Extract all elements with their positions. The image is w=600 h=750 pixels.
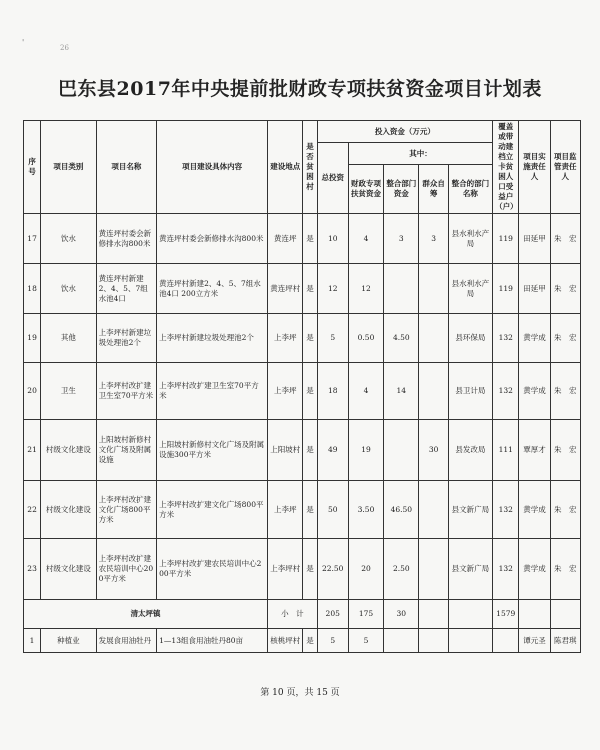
cell-poor: 是	[303, 214, 317, 264]
cell-super: 朱 宏	[550, 264, 580, 314]
subtotal-label: 小 计	[268, 600, 317, 629]
cell-impl: 黄学成	[519, 481, 550, 539]
cell-seq: 21	[24, 420, 41, 481]
cell-fiscal: 20	[348, 539, 383, 600]
cell-total: 5	[317, 629, 348, 653]
subtotal-integrated: 30	[384, 600, 419, 629]
document-title: 巴东县2017年中央提前批财政专项扶贫资金项目计划表	[58, 78, 542, 100]
header-investment: 投入资金（万元）	[317, 121, 493, 143]
cell-households: 132	[493, 314, 519, 363]
subtotal-super	[550, 600, 580, 629]
cell-households: 132	[493, 481, 519, 539]
scan-mark: '	[22, 38, 25, 47]
header-integrated: 整合部门资金	[384, 165, 419, 214]
cell-super: 朱 宏	[550, 539, 580, 600]
cell-integrated: 14	[384, 363, 419, 420]
cell-households: 119	[493, 264, 519, 314]
table-row	[24, 214, 581, 264]
cell-name: 上李坪村改扩建农民培训中心200平方米	[96, 539, 157, 600]
subtotal-total: 205	[317, 600, 348, 629]
cell-seq: 19	[24, 314, 41, 363]
cell-dept: 县卫计局	[448, 363, 492, 420]
cell-fiscal: 0.50	[348, 314, 383, 363]
cell-self	[419, 481, 448, 539]
header-of-which: 其中：	[348, 143, 492, 165]
cell-integrated	[384, 629, 419, 653]
cell-dept: 县发改局	[448, 420, 492, 481]
cell-integrated	[384, 264, 419, 314]
cell-households	[493, 629, 519, 653]
plan-table	[23, 120, 581, 653]
cell-poor: 是	[303, 629, 317, 653]
cell-type: 其他	[41, 314, 96, 363]
cell-self	[419, 539, 448, 600]
cell-fiscal: 4	[348, 214, 383, 264]
cell-poor: 是	[303, 420, 317, 481]
table-row	[24, 539, 581, 600]
cell-dept: 县文新广局	[448, 481, 492, 539]
cell-seq: 17	[24, 214, 41, 264]
cell-poor: 是	[303, 539, 317, 600]
cell-name: 上李坪村新建垃圾处理池2个	[96, 314, 157, 363]
cell-location: 上李坪	[268, 363, 303, 420]
cell-integrated: 3	[384, 214, 419, 264]
cell-poor: 是	[303, 481, 317, 539]
cell-super: 朱 宏	[550, 214, 580, 264]
cell-super: 朱 宏	[550, 363, 580, 420]
cell-total: 12	[317, 264, 348, 314]
subtotal-row	[24, 600, 581, 629]
cell-self	[419, 363, 448, 420]
cell-fiscal: 19	[348, 420, 383, 481]
header-location: 建设地点	[268, 121, 303, 214]
header-name: 项目名称	[96, 121, 157, 214]
header-dept-name: 整合的部门名称	[448, 165, 492, 214]
cell-households: 119	[493, 214, 519, 264]
cell-content: 上阳坡村新修村文化广场及附属设施300平方米	[157, 420, 268, 481]
cell-seq: 20	[24, 363, 41, 420]
cell-impl: 田延甲	[519, 214, 550, 264]
cell-fiscal: 3.50	[348, 481, 383, 539]
cell-integrated: 2.50	[384, 539, 419, 600]
cell-type: 饮水	[41, 264, 96, 314]
subtotal-fiscal: 175	[348, 600, 383, 629]
cell-content: 上李坪村改扩建卫生室70平方米	[157, 363, 268, 420]
header-row-1	[24, 121, 581, 143]
subtotal-dept	[448, 600, 492, 629]
cell-location: 黄连坪	[268, 214, 303, 264]
cell-self	[419, 264, 448, 314]
header-super-person: 项目监管责任人	[550, 121, 580, 214]
cell-dept: 县水利水产局	[448, 264, 492, 314]
cell-poor: 是	[303, 363, 317, 420]
cell-name: 上李坪村改扩建文化广场800平方米	[96, 481, 157, 539]
cell-households: 132	[493, 539, 519, 600]
table-row	[24, 264, 581, 314]
cell-content: 上李坪村改扩建农民培训中心200平方米	[157, 539, 268, 600]
cell-fiscal: 4	[348, 363, 383, 420]
cell-content: 黄连坪村新建2、4、5、7组水池4口 200立方米	[157, 264, 268, 314]
header-total: 总投资	[317, 143, 348, 214]
cell-content: 黄连坪村委会新修排水沟800米	[157, 214, 268, 264]
header-content: 项目建设具体内容	[157, 121, 268, 214]
header-poor-village: 是否贫困村	[303, 121, 317, 214]
cell-location: 黄连坪村	[268, 264, 303, 314]
scan-mark-number: 26	[60, 44, 69, 52]
cell-dept: 县文新广局	[448, 539, 492, 600]
cell-type: 种植业	[41, 629, 96, 653]
subtotal-self	[419, 600, 448, 629]
subtotal-town: 清太坪镇	[24, 600, 268, 629]
cell-households: 132	[493, 363, 519, 420]
cell-total: 5	[317, 314, 348, 363]
cell-total: 22.50	[317, 539, 348, 600]
cell-super: 陈君琪	[550, 629, 580, 653]
subtotal-impl	[519, 600, 550, 629]
cell-total: 49	[317, 420, 348, 481]
cell-dept: 县水利水产局	[448, 214, 492, 264]
plan-table-container	[23, 120, 581, 653]
cell-super: 朱 宏	[550, 314, 580, 363]
header-fiscal: 财政专项扶贫资金	[348, 165, 383, 214]
cell-super: 朱 宏	[550, 420, 580, 481]
cell-self	[419, 314, 448, 363]
subtotal-households: 1579	[493, 600, 519, 629]
cell-dept	[448, 629, 492, 653]
header-self-raised: 群众自筹	[419, 165, 448, 214]
cell-seq: 1	[24, 629, 41, 653]
cell-self: 30	[419, 420, 448, 481]
header-households: 覆盖或带动建档立卡贫困人口受益户（户）	[493, 121, 519, 214]
cell-seq: 18	[24, 264, 41, 314]
cell-fiscal: 5	[348, 629, 383, 653]
cell-type: 村级文化建设	[41, 539, 96, 600]
cell-name: 上阳坡村新修村文化广场及附属设施	[96, 420, 157, 481]
cell-super: 朱 宏	[550, 481, 580, 539]
table-row	[24, 420, 581, 481]
cell-location: 上李坪	[268, 481, 303, 539]
cell-type: 村级文化建设	[41, 420, 96, 481]
cell-name: 发展食用油牡丹	[96, 629, 157, 653]
cell-poor: 是	[303, 314, 317, 363]
cell-integrated	[384, 420, 419, 481]
cell-self: 3	[419, 214, 448, 264]
cell-location: 上李坪村	[268, 539, 303, 600]
cell-integrated: 46.50	[384, 481, 419, 539]
cell-self	[419, 629, 448, 653]
cell-type: 村级文化建设	[41, 481, 96, 539]
cell-location: 上阳坡村	[268, 420, 303, 481]
cell-total: 50	[317, 481, 348, 539]
cell-impl: 黄学成	[519, 539, 550, 600]
cell-impl: 谭元圣	[519, 629, 550, 653]
cell-name: 黄连坪村委会新修排水沟800米	[96, 214, 157, 264]
cell-name: 黄连坪村新建2、4、5、7组水池4口	[96, 264, 157, 314]
cell-dept: 县环保局	[448, 314, 492, 363]
cell-impl: 黄学成	[519, 363, 550, 420]
cell-content: 上李坪村新建垃圾处理池2个	[157, 314, 268, 363]
header-impl-person: 项目实施责任人	[519, 121, 550, 214]
cell-impl: 黄学成	[519, 314, 550, 363]
table-row	[24, 314, 581, 363]
cell-total: 10	[317, 214, 348, 264]
cell-households: 111	[493, 420, 519, 481]
cell-poor: 是	[303, 264, 317, 314]
table-row	[24, 629, 581, 653]
cell-name: 上李坪村改扩建卫生室70平方米	[96, 363, 157, 420]
page-footer: 第 10 页，共 15 页	[260, 688, 340, 698]
header-type: 项目类别	[41, 121, 96, 214]
cell-impl: 田延甲	[519, 264, 550, 314]
cell-content: 上李坪村改扩建文化广场800平方米	[157, 481, 268, 539]
cell-content: 1—13组食用油牡丹80亩	[157, 629, 268, 653]
cell-type: 饮水	[41, 214, 96, 264]
cell-location: 上李坪	[268, 314, 303, 363]
table-row	[24, 363, 581, 420]
cell-total: 18	[317, 363, 348, 420]
cell-seq: 22	[24, 481, 41, 539]
cell-type: 卫生	[41, 363, 96, 420]
table-row	[24, 481, 581, 539]
cell-impl: 覃厚才	[519, 420, 550, 481]
cell-fiscal: 12	[348, 264, 383, 314]
header-seq: 序号	[24, 121, 41, 214]
cell-integrated: 4.50	[384, 314, 419, 363]
cell-location: 核桃坪村	[268, 629, 303, 653]
cell-seq: 23	[24, 539, 41, 600]
